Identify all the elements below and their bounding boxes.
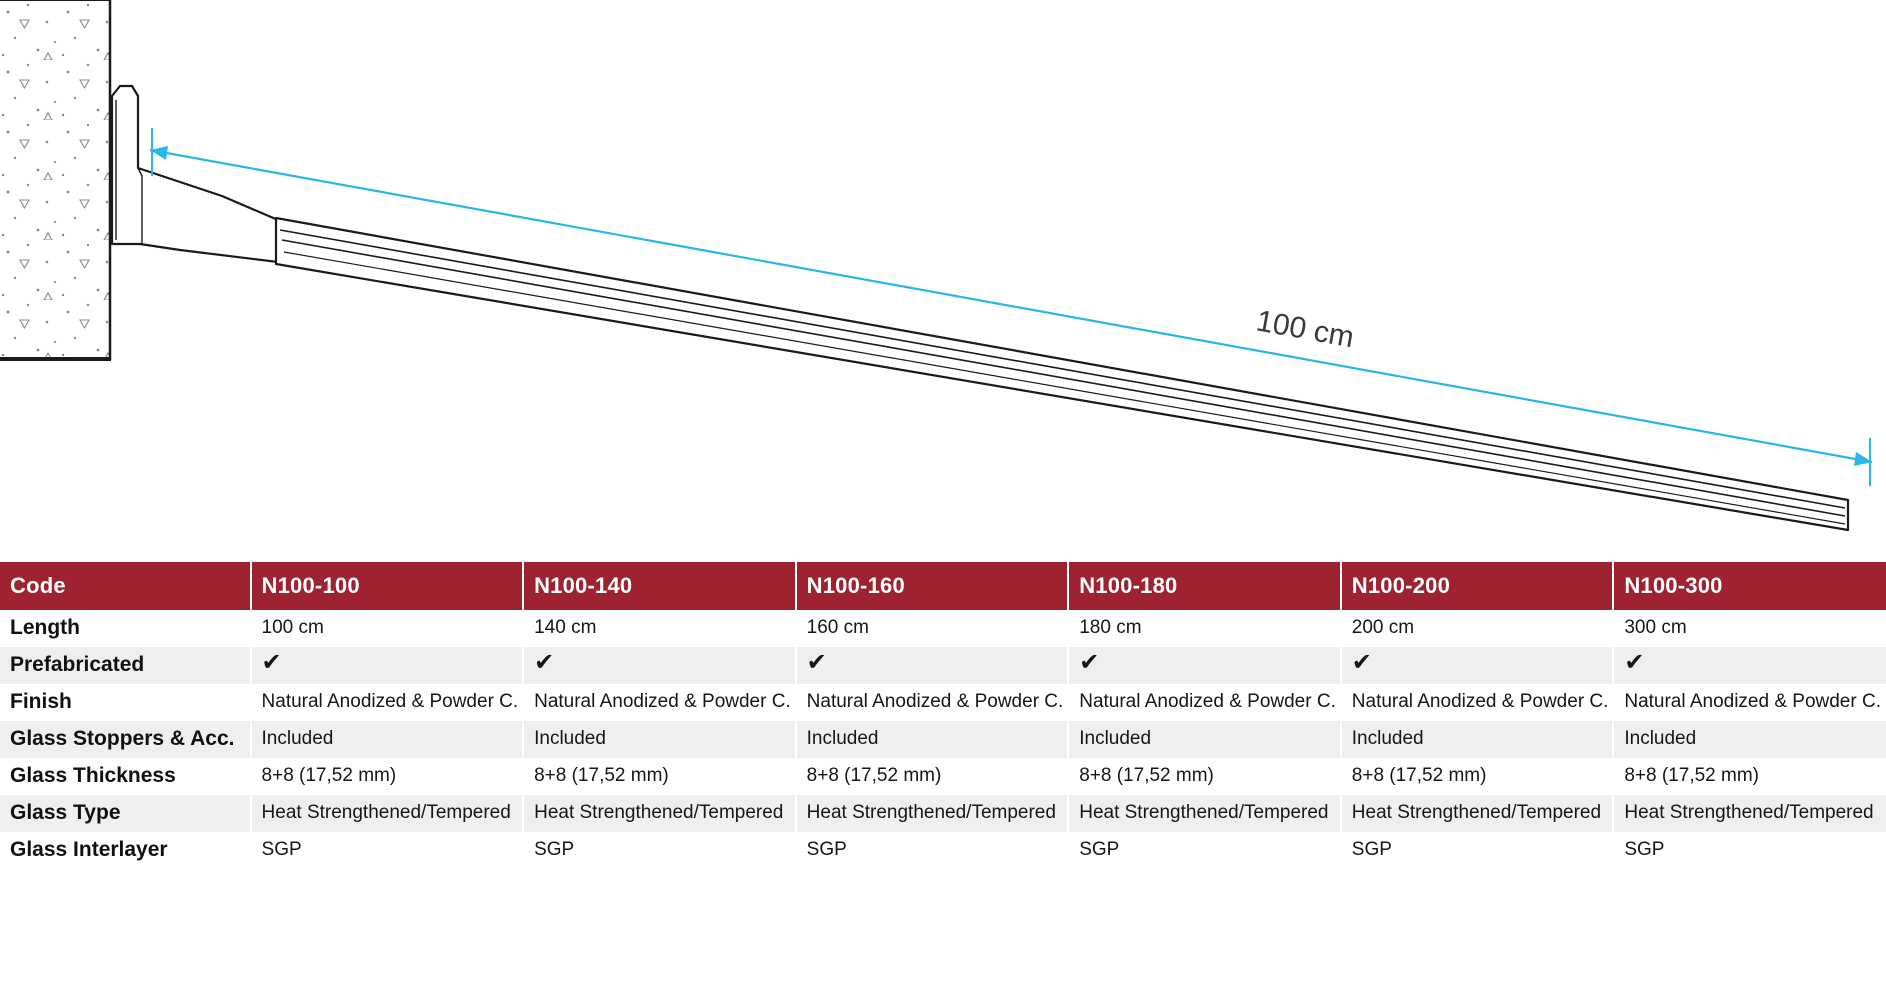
cell-glasstype-n100-300: Heat Strengthened/Tempered	[1613, 795, 1886, 832]
column-header-n100-160: N100-160	[796, 562, 1069, 610]
cell-glasstype-n100-160: Heat Strengthened/Tempered	[796, 795, 1069, 832]
check-icon: ✔	[1613, 647, 1886, 684]
specification-table-container	[0, 562, 1886, 869]
specification-table	[0, 562, 1886, 869]
cell-glasstype-n100-180: Heat Strengthened/Tempered	[1068, 795, 1341, 832]
table-header-row	[0, 562, 1886, 610]
row-label-glass-type: Glass Type	[0, 795, 251, 832]
column-header-n100-180: N100-180	[1068, 562, 1341, 610]
cell-glasstype-n100-100: Heat Strengthened/Tempered	[251, 795, 524, 832]
cell-length-n100-180: 180 cm	[1068, 610, 1341, 647]
row-label-glass-interlayer: Glass Interlayer	[0, 832, 251, 869]
concrete-wall	[0, 0, 110, 360]
dimension-line-100cm	[150, 128, 1872, 486]
row-label-glass-stoppers: Glass Stoppers & Acc.	[0, 721, 251, 758]
table-row	[0, 758, 1886, 795]
dimension-label-100cm: 100 cm	[1253, 304, 1357, 355]
cell-glasstype-n100-140: Heat Strengthened/Tempered	[523, 795, 796, 832]
cell-length-n100-300: 300 cm	[1613, 610, 1886, 647]
table-row	[0, 684, 1886, 721]
column-header-n100-300: N100-300	[1613, 562, 1886, 610]
table-row	[0, 610, 1886, 647]
table-row	[0, 795, 1886, 832]
cell-stoppers-n100-160: Included	[796, 721, 1069, 758]
table-row	[0, 721, 1886, 758]
cell-thickness-n100-100: 8+8 (17,52 mm)	[251, 758, 524, 795]
cell-thickness-n100-180: 8+8 (17,52 mm)	[1068, 758, 1341, 795]
cell-finish-n100-200: Natural Anodized & Powder C.	[1341, 684, 1614, 721]
check-icon: ✔	[796, 647, 1069, 684]
check-icon: ✔	[523, 647, 796, 684]
cell-interlayer-n100-180: SGP	[1068, 832, 1341, 869]
column-header-code: Code	[0, 562, 251, 610]
cell-stoppers-n100-140: Included	[523, 721, 796, 758]
check-icon: ✔	[1341, 647, 1614, 684]
column-header-n100-100: N100-100	[251, 562, 524, 610]
cell-interlayer-n100-300: SGP	[1613, 832, 1886, 869]
cell-stoppers-n100-180: Included	[1068, 721, 1341, 758]
row-label-length: Length	[0, 610, 251, 647]
table-row	[0, 647, 1886, 684]
table-row	[0, 832, 1886, 869]
check-icon: ✔	[1068, 647, 1341, 684]
row-label-prefabricated: Prefabricated	[0, 647, 251, 684]
base-profile	[112, 86, 278, 262]
row-label-glass-thickness: Glass Thickness	[0, 758, 251, 795]
column-header-n100-140: N100-140	[523, 562, 796, 610]
row-label-finish: Finish	[0, 684, 251, 721]
cell-length-n100-200: 200 cm	[1341, 610, 1614, 647]
check-icon: ✔	[251, 647, 524, 684]
cell-length-n100-140: 140 cm	[523, 610, 796, 647]
cell-finish-n100-300: Natural Anodized & Powder C.	[1613, 684, 1886, 721]
column-header-n100-200: N100-200	[1341, 562, 1614, 610]
cell-stoppers-n100-100: Included	[251, 721, 524, 758]
cell-thickness-n100-200: 8+8 (17,52 mm)	[1341, 758, 1614, 795]
cell-length-n100-100: 100 cm	[251, 610, 524, 647]
cell-thickness-n100-140: 8+8 (17,52 mm)	[523, 758, 796, 795]
glass-channel-profile	[276, 218, 1848, 530]
cell-interlayer-n100-140: SGP	[523, 832, 796, 869]
cell-length-n100-160: 160 cm	[796, 610, 1069, 647]
cell-finish-n100-180: Natural Anodized & Powder C.	[1068, 684, 1341, 721]
cell-interlayer-n100-100: SGP	[251, 832, 524, 869]
cell-thickness-n100-160: 8+8 (17,52 mm)	[796, 758, 1069, 795]
cell-glasstype-n100-200: Heat Strengthened/Tempered	[1341, 795, 1614, 832]
cell-thickness-n100-300: 8+8 (17,52 mm)	[1613, 758, 1886, 795]
cell-finish-n100-140: Natural Anodized & Powder C.	[523, 684, 796, 721]
cell-interlayer-n100-160: SGP	[796, 832, 1069, 869]
cell-finish-n100-100: Natural Anodized & Powder C.	[251, 684, 524, 721]
cell-stoppers-n100-300: Included	[1613, 721, 1886, 758]
cell-finish-n100-160: Natural Anodized & Powder C.	[796, 684, 1069, 721]
cell-interlayer-n100-200: SGP	[1341, 832, 1614, 869]
cell-stoppers-n100-200: Included	[1341, 721, 1614, 758]
